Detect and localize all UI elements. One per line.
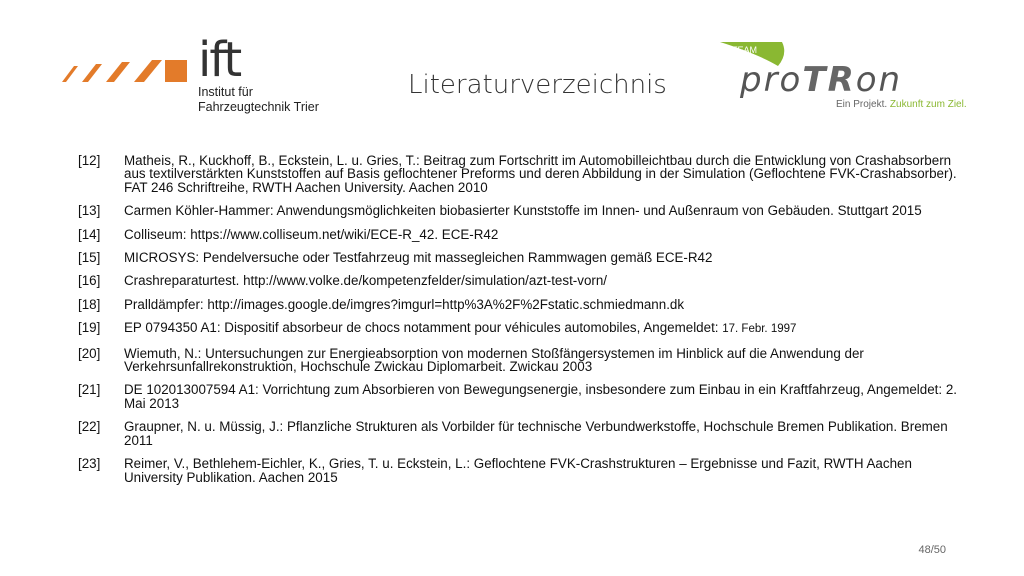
reference-item	[78, 383, 958, 410]
reference-number: [15]	[78, 250, 101, 266]
ift-wordmark: ift	[198, 32, 241, 88]
protron-wordmark	[740, 60, 902, 100]
protron-logo	[718, 40, 967, 114]
reference-list	[78, 154, 958, 494]
reference-item	[78, 274, 958, 287]
ift-institute-name	[198, 85, 319, 115]
reference-item	[78, 251, 958, 264]
reference-item	[78, 228, 958, 241]
page-number: 48/50	[918, 544, 946, 556]
team-badge-label: TEAM	[732, 45, 758, 55]
reference-number: [19]	[78, 320, 101, 336]
ift-stripes-icon	[52, 56, 192, 86]
reference-text	[124, 274, 958, 287]
reference-main-text: Carmen Köhler-Hammer: Anwendungsmöglichkeiten biobasierter Kunststoffe im Innen- und Außenraum von Gebäuden. Stuttgart 2015	[124, 203, 922, 219]
reference-number: [14]	[78, 226, 101, 242]
reference-item	[78, 321, 958, 336]
reference-main-text: Wiemuth, N.: Untersuchungen zur Energieabsorption von modernen Stoßfängersystemen im Hinblick auf die Anwendung der Verkehrsunfallrekonstruktion, Hochschule Zwickau Diplomarbeit. Zwickau 2003	[124, 345, 864, 375]
reference-number: [20]	[78, 345, 101, 361]
reference-number: [21]	[78, 382, 101, 398]
reference-text	[124, 457, 958, 484]
reference-text	[124, 321, 958, 336]
reference-text	[124, 298, 958, 311]
reference-main-text: Matheis, R., Kuckhoff, B., Eckstein, L. u. Gries, T.: Beitrag zum Fortschritt im Automobilleichtbau durch die Entwicklung von Crashabsorbern aus textilverstärkten Kunststoffen auf Basis geflochtener Preforms und deren Abbildung in der Simulation (Geflochtene FVK-Crashabsorber). FAT 246 Schriftreihe, RWTH Aachen University. Aachen 2010	[124, 153, 957, 195]
reference-text	[124, 383, 958, 410]
reference-item	[78, 298, 958, 311]
protron-tr: TR	[802, 60, 856, 100]
reference-main-text: Colliseum: https://www.colliseum.net/wiki/ECE-R_42. ECE-R42	[124, 226, 499, 242]
reference-date: 17. Febr. 1997	[722, 323, 797, 336]
reference-text	[124, 347, 958, 374]
reference-text	[124, 204, 958, 217]
reference-item	[78, 154, 958, 194]
reference-item	[78, 347, 958, 374]
protron-on: on	[855, 60, 903, 100]
protron-pro: pro	[740, 60, 803, 100]
ift-logo	[52, 32, 342, 120]
reference-text	[124, 420, 958, 447]
ift-name-line2: Fahrzeugtechnik Trier	[198, 100, 319, 114]
reference-item	[78, 204, 958, 217]
ift-name-line1: Institut für	[198, 85, 253, 99]
tagline-green: Zukunft zum Ziel.	[889, 99, 967, 110]
reference-item	[78, 457, 958, 484]
reference-number: [12]	[78, 153, 101, 168]
tagline-plain: Ein Projekt.	[836, 99, 890, 110]
reference-number: [13]	[78, 203, 101, 219]
reference-number: [18]	[78, 296, 101, 312]
reference-main-text: Graupner, N. u. Müssig, J.: Pflanzliche Strukturen als Vorbilder für technische Verbundwerkstoffe, Hochschule Bremen Publikation. Bremen 2011	[124, 419, 948, 448]
reference-number: [22]	[78, 419, 101, 435]
reference-text	[124, 154, 958, 194]
reference-item	[78, 420, 958, 447]
reference-main-text: DE 102013007594 A1: Vorrichtung zum Absorbieren von Bewegungsenergie, insbesondere zum Einbau in ein Kraftfahrzeug, Angemeldet: 2. Mai 2013	[124, 382, 958, 411]
reference-main-text: EP 0794350 A1: Dispositif absorbeur de chocs notamment pour véhicules automobiles, Angemeldet:	[124, 320, 723, 336]
page-title: Literaturverzeichnis	[408, 70, 667, 100]
reference-main-text: Crashreparaturtest. http://www.volke.de/kompetenzfelder/simulation/azt-test-vorn/	[124, 273, 608, 289]
protron-tagline	[836, 99, 967, 110]
reference-text	[124, 251, 958, 264]
reference-number: [16]	[78, 273, 101, 289]
reference-main-text: Pralldämpfer: http://images.google.de/imgres?imgurl=http%3A%2F%2Fstatic.schmiedmann.dk	[124, 296, 685, 312]
reference-number: [23]	[78, 456, 101, 472]
reference-main-text: Reimer, V., Bethlehem-Eichler, K., Gries, T. u. Eckstein, L.: Geflochtene FVK-Crashstrukturen – Ergebnisse und Fazit, RWTH Aachen University Publikation. Aachen 2015	[124, 456, 912, 485]
reference-text	[124, 228, 958, 241]
reference-main-text: MICROSYS: Pendelversuche oder Testfahrzeug mit massegleichen Rammwagen gemäß ECE-R42	[124, 250, 713, 266]
